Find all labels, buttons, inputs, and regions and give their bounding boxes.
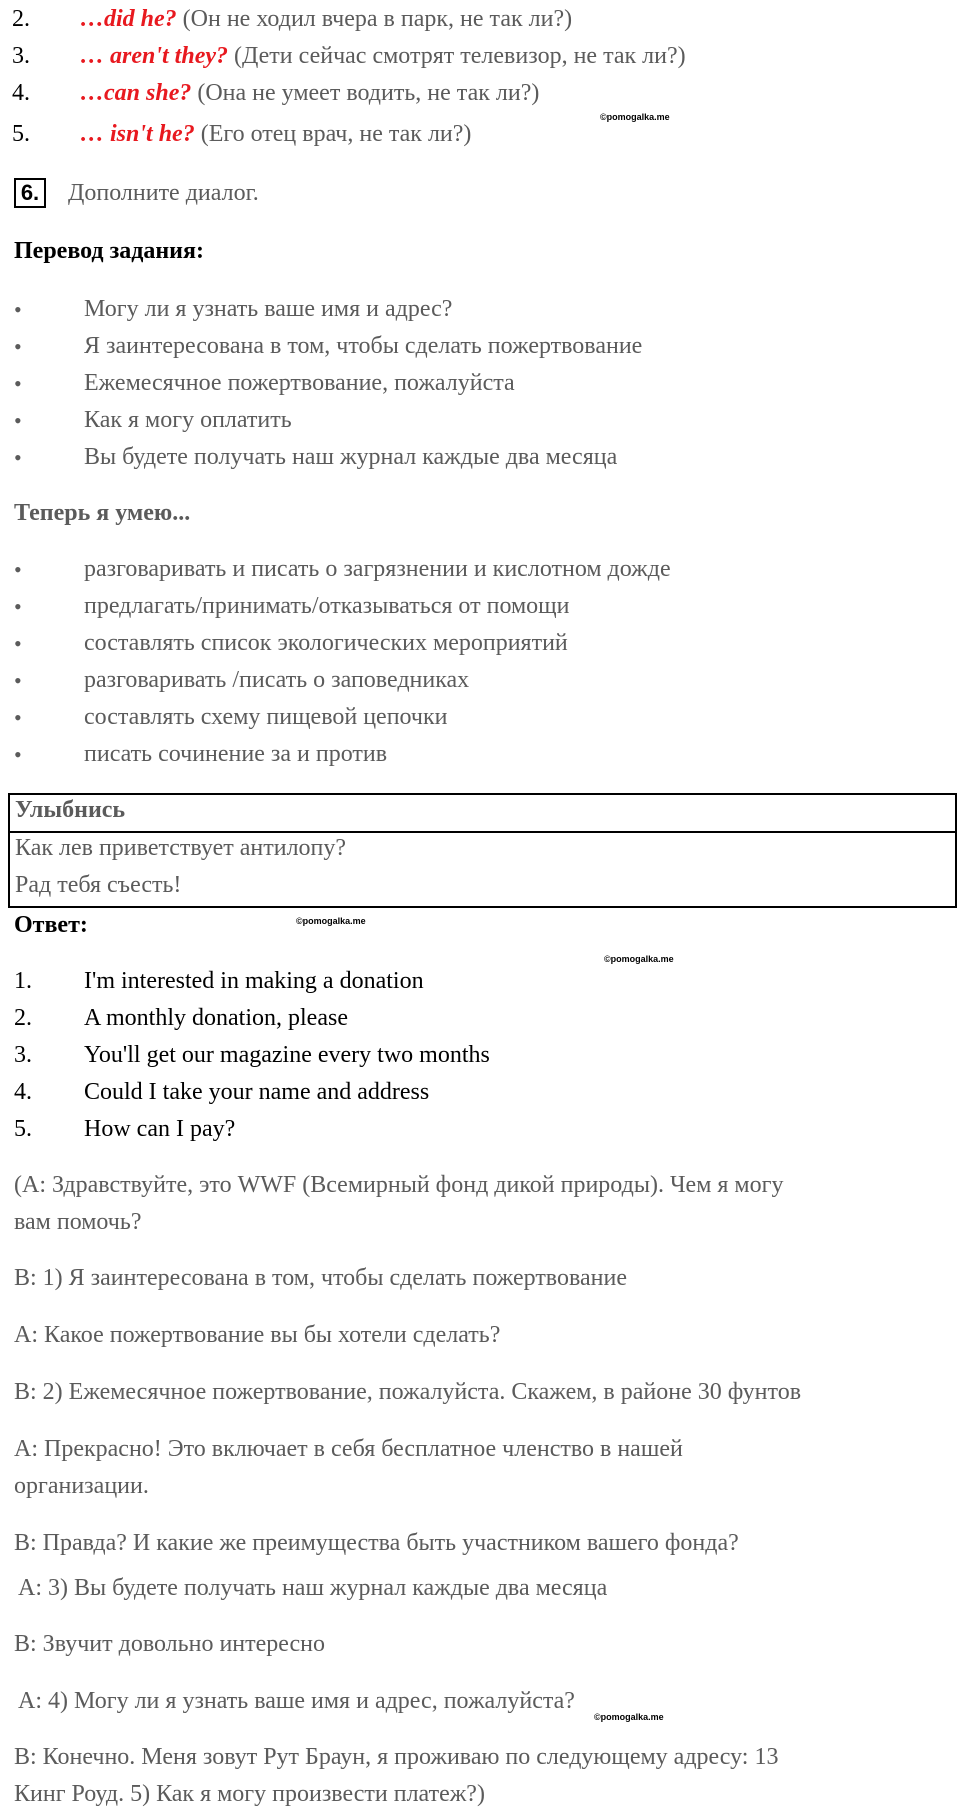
task-number-box: 6. [14,178,46,208]
answer-text: Could I take your name and address [84,1079,430,1105]
now-heading: Теперь я умею... [14,500,191,526]
dialog-line: В: Правда? И какие же преимущества быть участником вашего фонда? [14,1530,739,1556]
list-item: Ежемесячное пожертвование, пожалуйста [84,370,515,396]
translation-heading: Перевод задания: [14,238,204,264]
bullet: • [14,742,22,767]
dialog-line: В: Конечно. Меня зовут Рут Браун, я проживаю по следующему адресу: 13 [14,1744,779,1770]
list-item: разговаривать /писать о заповедниках [84,667,470,693]
answer-number: 2. [14,1005,32,1031]
list-item: разговаривать и писать о загрязнении и кислотном дожде [84,556,671,582]
bullet: • [14,445,22,470]
list-item: Я заинтересована в том, чтобы сделать пожертвование [84,333,643,359]
dialog-line: В: Звучит довольно интересно [14,1631,326,1657]
bullet: • [14,297,22,322]
task-instruction: Дополните диалог. [68,180,259,206]
item-line [80,80,539,107]
watermark: ©pomogalka.me [604,954,674,964]
list-item: Вы будете получать наш журнал каждые два месяца [84,444,618,470]
item-number: 4. [12,80,30,106]
list-item: Как я могу оплатить [84,407,292,433]
smile-box [8,793,957,908]
item-translation: (Его отец врач, не так ли?) [200,121,472,147]
watermark: ©pomogalka.me [296,916,366,926]
answer-number: 5. [14,1116,32,1142]
item-translation: (Он не ходил вчера в парк, не так ли?) [182,6,573,32]
dialog-line: В: 1) Я заинтересована в том, чтобы сделать пожертвование [14,1265,627,1291]
bullet: • [14,631,22,656]
bullet: • [14,705,22,730]
answer-number: 1. [14,968,32,994]
item-translation: (Она не умеет водить, не так ли?) [197,80,540,106]
smile-line: Рад тебя съесть! [15,872,182,898]
dialog-line: организации. [14,1473,149,1499]
item-answer: … aren't they? [80,43,228,69]
answer-number: 4. [14,1079,32,1105]
item-number: 5. [12,121,30,147]
dialog-line: (А: Здравствуйте, это WWF (Всемирный фонд дикой природы). Чем я могу [14,1172,784,1198]
answer-text: How can I pay? [84,1116,236,1142]
item-line [80,43,686,70]
dialog-line: А: Какое пожертвование вы бы хотели сделать? [14,1322,501,1348]
answer-text: I'm interested in making a donation [84,968,424,994]
list-item: составлять список экологических мероприятий [84,630,568,656]
item-line [80,121,471,148]
dialog-line: В: 2) Ежемесячное пожертвование, пожалуйста. Скажем, в районе 30 фунтов [14,1379,802,1405]
dialog-line: А: 3) Вы будете получать наш журнал каждые два месяца [18,1575,608,1601]
list-item: Могу ли я узнать ваше имя и адрес? [84,296,453,322]
bullet: • [14,668,22,693]
smile-divider [10,831,955,833]
watermark: ©pomogalka.me [594,1712,664,1722]
item-line [80,6,572,33]
list-item: предлагать/принимать/отказываться от помощи [84,593,570,619]
answer-text: A monthly donation, please [84,1005,348,1031]
item-answer: …did he? [80,6,177,32]
item-answer: …can she? [80,80,192,106]
list-item: составлять схему пищевой цепочки [84,704,448,730]
bullet: • [14,557,22,582]
bullet: • [14,371,22,396]
item-translation: (Дети сейчас смотрят телевизор, не так ли?) [234,43,686,69]
dialog-line: вам помочь? [14,1209,142,1235]
list-item: писать сочинение за и против [84,741,388,767]
item-number: 2. [12,6,30,32]
bullet: • [14,408,22,433]
answer-heading: Ответ: [14,912,88,938]
smile-line: Как лев приветствует антилопу? [15,835,347,861]
watermark: ©pomogalka.me [600,112,670,122]
bullet: • [14,334,22,359]
answer-text: You'll get our magazine every two months [84,1042,490,1068]
item-number: 3. [12,43,30,69]
item-answer: … isn't he? [80,121,195,147]
smile-heading: Улыбнись [15,797,126,823]
bullet: • [14,594,22,619]
answer-number: 3. [14,1042,32,1068]
dialog-line: Кинг Роуд. 5) Как я могу произвести платеж?) [14,1781,485,1807]
dialog-line: А: 4) Могу ли я узнать ваше имя и адрес, пожалуйста? [18,1688,575,1714]
dialog-line: А: Прекрасно! Это включает в себя бесплатное членство в нашей [14,1436,683,1462]
